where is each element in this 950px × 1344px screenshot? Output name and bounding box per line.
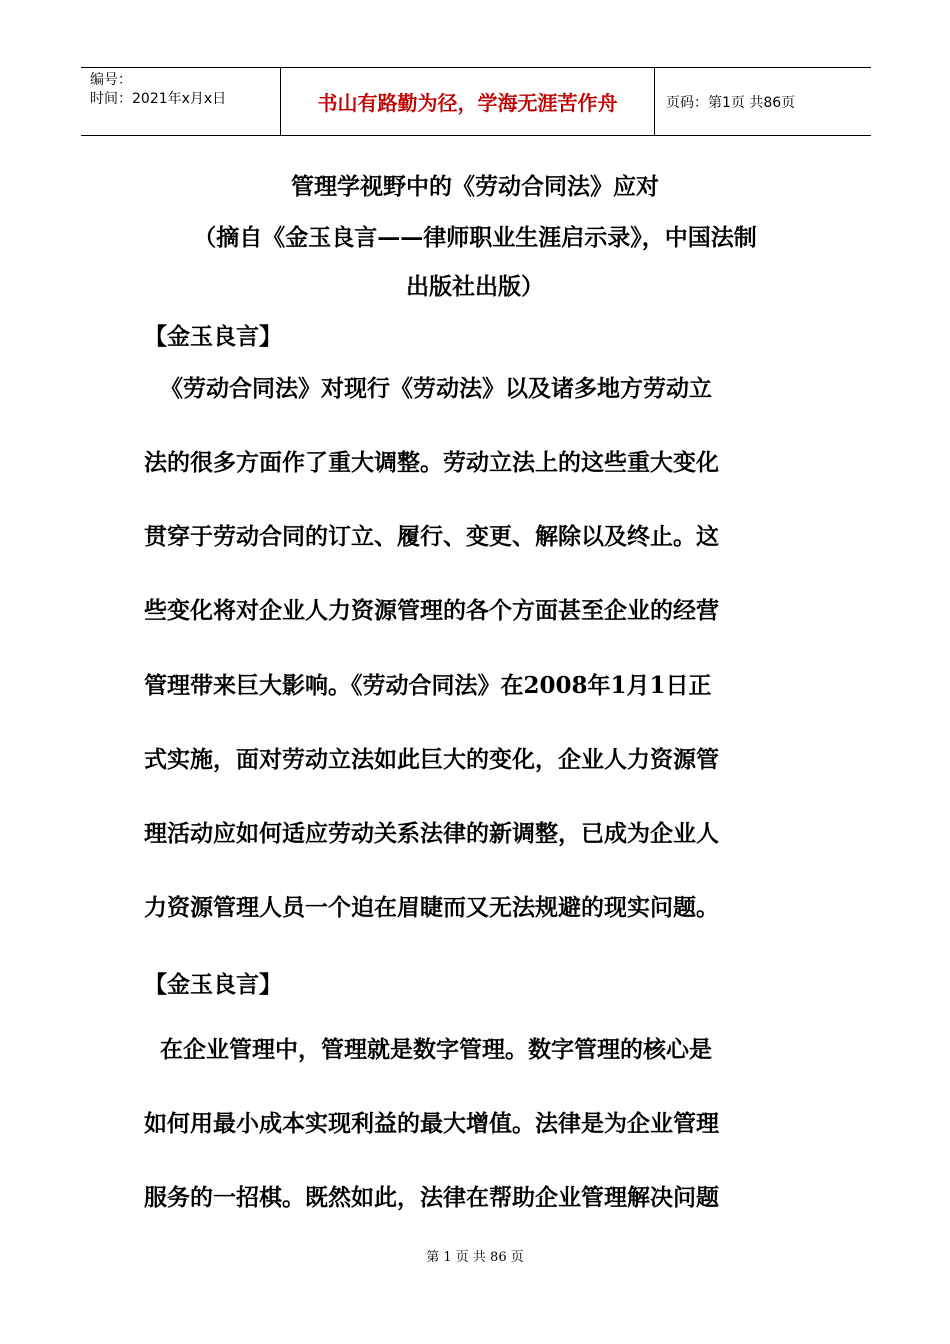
document-title: 管理学视野中的《劳动合同法》应对 [291, 173, 659, 200]
motto-text: 书山有路勤为径，学海无涯苦作舟 [317, 91, 618, 115]
paragraph-line: 《劳动合同法》对现行《劳动法》以及诸多地方劳动立 [144, 375, 713, 402]
header-page-cell [655, 68, 871, 135]
paragraph-line: 管理带来巨大影响。《劳动合同法》在2008年1月1日正 [144, 672, 712, 699]
paragraph-line: 法的很多方面作了重大调整。劳动立法上的这些重大变化 [144, 449, 719, 476]
section-heading: 【金玉良言】 [144, 323, 282, 350]
header-motto-cell [281, 68, 655, 135]
paragraph-line: 贯穿于劳动合同的订立、履行、变更、解除以及终止。这 [144, 523, 719, 550]
document-subtitle-line2: 出版社出版） [406, 273, 544, 300]
paragraph-line: 理活动应如何适应劳动关系法律的新调整，已成为企业人 [144, 820, 719, 847]
paragraph-line: 服务的一招棋。既然如此，法律在帮助企业管理解决问题 [144, 1184, 719, 1211]
page-info: 页码：第1页 共86页 [666, 94, 796, 111]
paragraph-line: 在企业管理中，管理就是数字管理。数字管理的核心是 [144, 1036, 713, 1063]
paragraph-line: 式实施，面对劳动立法如此巨大的变化，企业人力资源管 [144, 746, 719, 773]
header-meta-cell [81, 68, 281, 135]
page-footer: 第 1 页 共 86 页 [426, 1250, 524, 1265]
document-header [81, 67, 871, 136]
document-subtitle-line1: （摘自《金玉良言——律师职业生涯启示录》，中国法制 [193, 224, 757, 251]
paragraph-line: 些变化将对企业人力资源管理的各个方面甚至企业的经营 [144, 597, 719, 624]
paragraph-line: 力资源管理人员一个迫在眉睫而又无法规避的现实问题。 [144, 894, 719, 921]
paragraph-line: 如何用最小成本实现利益的最大增值。法律是为企业管理 [144, 1110, 719, 1137]
number-label: 编号： [90, 72, 132, 88]
section-heading: 【金玉良言】 [144, 971, 282, 998]
date-label: 时间：2021年x月x日 [90, 91, 227, 107]
